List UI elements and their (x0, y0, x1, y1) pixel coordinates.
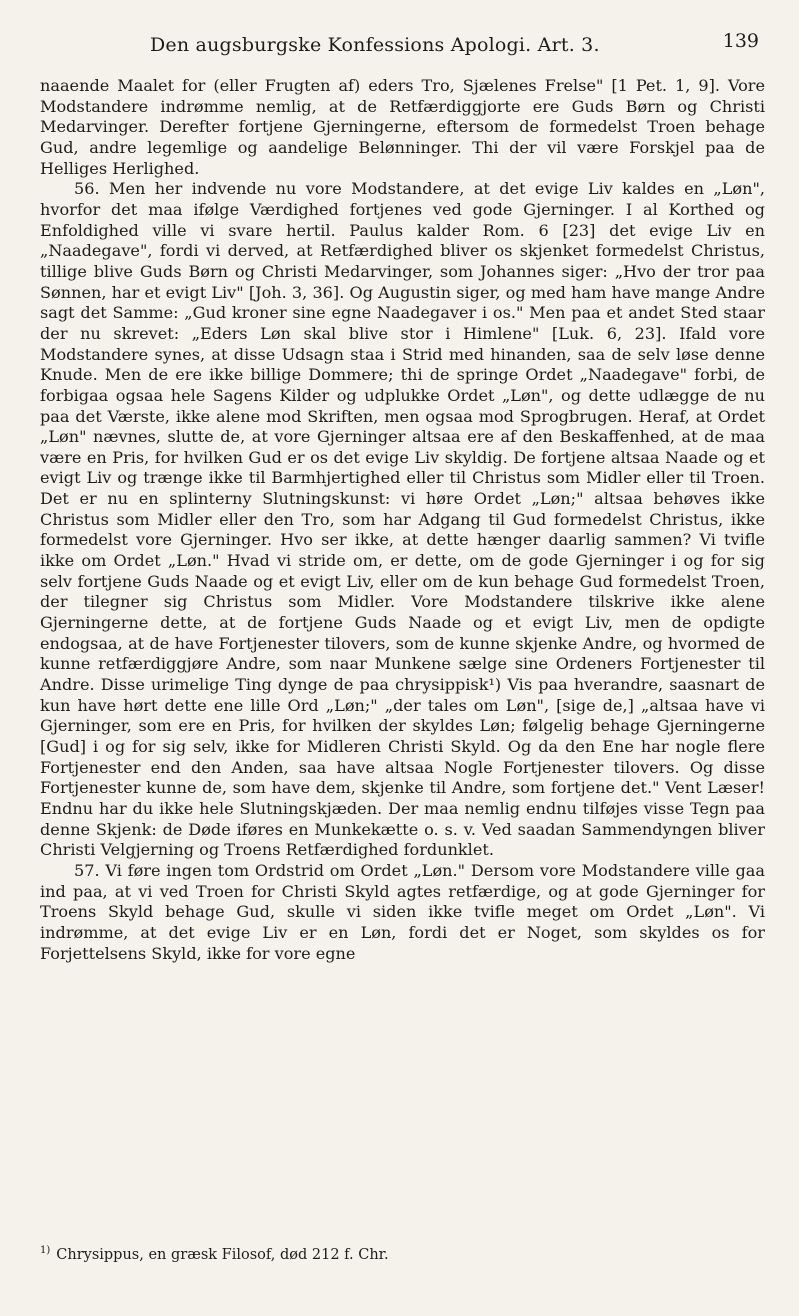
paragraph-continuation: naaende Maalet for (eller Frugten af) eders Tro, Sjælenes Frelse" [1 Pet. 1, 9]. Vore Modstandere indrømme nemlig, at de Retfærdiggjorte ere Guds Børn og Christi Medarvinger. Derefter fortjene Gjerningerne, eftersom de formedelst Troen behage Gud, andre legemlige og aandelige Belønninger. Thi der vil være Forskjel paa de Helliges Herlighed. (40, 76, 765, 178)
paragraph-57: 57. Vi føre ingen tom Ordstrid om Ordet „Løn." Dersom vore Modstandere ville gaa ind paa, at vi ved Troen for Christi Skyld agtes retfærdige, og at gode Gjerninger for Troens Skyld behage Gud, skulle vi siden ikke tvifle meget om Ordet „Løn". Vi indrømme, at det evige Liv er en Løn, fordi det er Noget, som skyldes os for Forjettelsens Skyld, ikke for vore egne (40, 860, 765, 963)
running-title: Den augsburgske Konfessions Apologi. Art. 3. (150, 34, 600, 56)
footnote (40, 1242, 765, 1264)
body-text (40, 76, 765, 964)
paragraph-56: 56. Men her indvende nu vore Modstandere, at det evige Liv kaldes en „Løn", hvorfor det maa ifølge Værdighed fortjenes ved gode Gjerninger. I al Korthed og Enfoldighed ville vi svare hertil. Paulus kalder Rom. 6 [23] det evige Liv en „Naadegave", fordi vi derved, at Retfærdighed bliver os skjenket formedelst Christus, tillige blive Guds Børn og Christi Medarvinger, som Johannes siger: „Hvo der tror paa Sønnen, har et evigt Liv" [Joh. 3, 36]. Og Augustin siger, og med ham have mange Andre sagt det Samme: „Gud kroner sine egne Naadegaver i os." Men paa et andet Sted staar der nu skrevet: „Eders Løn skal blive stor i Himlene" [Luk. 6, 23]. Ifald vore Modstandere synes, at disse Udsagn staa i Strid med hinanden, saa de selv løse denne Knude. Men de ere ikke billige Dommere; thi de springe Ordet „Naadegave" forbi, de forbigaa ogsaa hele Sagens Kilder og udplukke Ordet „Løn", og dette udlægge de nu paa det Værste, ikke alene mod Skriften, men ogsaa mod Sprogbrugen. Heraf, at Ordet „Løn" nævnes, slutte de, at vore Gjerninger altsaa ere af den Beskaffenhed, at de maa være en Pris, for hvilken Gud er os det evige Liv skyldig. De fortjene altsaa Naade og et evigt Liv og trænge ikke til Barmhjertighed eller til Christus som Midler eller til Troen. Det er nu en splinterny Slutningskunst: vi høre Ordet „Løn;" altsaa behøves ikke Christus som Midler eller den Tro, som har Adgang til Gud formedelst Christus, ikke formedelst vore Gjerninger. Hvo ser ikke, at dette hænger daarlig sammen? Vi tvifle ikke om Ordet „Løn." Hvad vi stride om, er dette, om de gode Gjerninger i og for sig selv fortjene Guds Naade og et evigt Liv, eller om de kun behage Gud formedelst Troen, der tilegner sig Christus som Midler. Vore Modstandere tilskrive ikke alene Gjerningerne dette, at de fortjene Guds Naade og et evigt Liv, men de opdigte endogsaa, at de have Fortjenester tilovers, som de kunne skjenke Andre, og hvormed de kunne retfærdiggjøre Andre, som naar Munkene sælge sine Ordeners Fortjenester til Andre. Disse urimelige Ting dynge de paa chrysippisk¹) Vis paa hverandre, saasnart de kun have hørt dette ene lille Ord „Løn;" „der tales om Løn", [sige de,] „altsaa have vi Gjerninger, som ere en Pris, for hvilken der skyldes Løn; følgelig behage Gjerningerne [Gud] i og for sig selv, ikke for Midleren Christi Skyld. Og da den Ene har nogle flere Fortjenester end den Anden, saa have altsaa Nogle Fortjenester tilovers. Og disse Fortjenester kunne de, som have dem, skjenke til Andre, som fortjene det." Vent Læser! Endnu har du ikke hele Slutningskjæden. Der maa nemlig endnu tilføjes visse Tegn paa denne Skjenk: de Døde iføres en Munkekætte o. s. v. Ved saadan Sammendyngen bliver Christi Velgjerning og Troens Retfærdighed fordunklet. (40, 179, 765, 860)
footnote-text: Chrysippus, en græsk Filosof, død 212 f. Chr. (56, 1246, 389, 1263)
footnote-marker: 1) (40, 1245, 51, 1256)
page-number: 139 (722, 30, 759, 52)
